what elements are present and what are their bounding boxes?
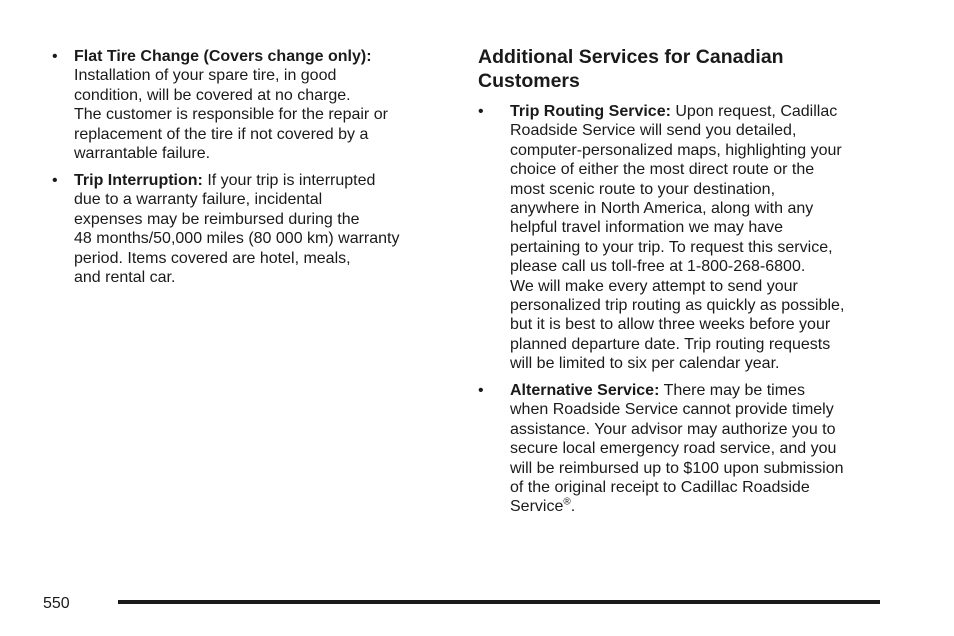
list-item-body: [510, 102, 844, 374]
item-text-line: pertaining to your trip. To request this service,: [510, 238, 833, 256]
item-first-line: [510, 102, 844, 121]
list-item-alternative-service: [478, 381, 844, 517]
item-text: Service: [510, 498, 564, 516]
item-text-line: of the original receipt to Cadillac Roadside: [510, 479, 810, 497]
registered-mark: ®: [563, 497, 571, 509]
item-text-line: will be reimbursed up to $100 upon submission: [510, 459, 844, 477]
item-text-line: when Roadside Service cannot provide timely: [510, 401, 834, 419]
item-text-line: secure local emergency road service, and you: [510, 440, 837, 458]
item-text-line: will be limited to six per calendar year.: [510, 355, 780, 373]
list-item-trip-interruption: [52, 171, 399, 287]
item-text-line: most scenic route to your destination,: [510, 180, 776, 198]
item-text-line: warrantable failure.: [74, 145, 211, 163]
item-text-line: period. Items covered are hotel, meals,: [74, 249, 351, 267]
list-item-body: [74, 47, 388, 163]
item-term: Flat Tire Change (Covers change only):: [74, 48, 372, 65]
bullet-icon: •: [52, 172, 58, 189]
item-text-line: replacement of the tire if not covered by a: [74, 125, 369, 143]
item-text-line: computer-personalized maps, highlighting your: [510, 141, 842, 159]
item-text-line: choice of either the most direct route or the: [510, 161, 815, 179]
page-number: 550: [43, 595, 70, 612]
item-text: There may be times: [659, 382, 805, 399]
list-item-flat-tire-change: [52, 47, 388, 163]
item-text-line: Roadside Service will send you detailed,: [510, 122, 797, 140]
item-text-line: assistance. Your advisor may authorize you to: [510, 420, 836, 438]
item-text-line: Installation of your spare tire, in good: [74, 67, 337, 85]
item-text-line: condition, will be covered at no charge.: [74, 86, 351, 104]
item-text-line: but it is best to allow three weeks before your: [510, 316, 831, 334]
item-first-line: [74, 171, 399, 190]
footer-rule: [118, 600, 880, 604]
item-term: Trip Interruption:: [74, 172, 203, 189]
item-text-line: expenses may be reimbursed during the: [74, 210, 360, 228]
item-text-line: and rental car.: [74, 269, 176, 287]
item-text-line: please call us toll-free at 1-800-268-6800.: [510, 258, 806, 276]
bullet-icon: •: [478, 382, 484, 399]
item-text-line: helpful travel information we may have: [510, 219, 784, 237]
bullet-icon: •: [478, 103, 484, 120]
item-text-line: The customer is responsible for the repair or: [74, 106, 388, 124]
list-item-body: [74, 171, 399, 287]
list-item-trip-routing-service: [478, 102, 844, 374]
item-text-line: We will make every attempt to send your: [510, 277, 798, 295]
item-last-line: [510, 497, 844, 516]
item-text-line: anywhere in North America, along with any: [510, 200, 814, 218]
item-text-line: personalized trip routing as quickly as possible,: [510, 297, 845, 315]
item-term: Trip Routing Service:: [510, 103, 671, 120]
item-text-line: planned departure date. Trip routing requests: [510, 335, 831, 353]
item-text: If your trip is interrupted: [202, 172, 376, 189]
item-first-line: [510, 381, 844, 400]
item-text-line: 48 months/50,000 miles (80 000 km) warranty: [74, 230, 400, 248]
bullet-icon: •: [52, 48, 58, 65]
list-item-body: [510, 381, 844, 517]
item-term: Alternative Service:: [510, 382, 660, 399]
item-text: Upon request, Cadillac: [670, 103, 838, 120]
section-heading: [478, 45, 784, 93]
item-text-line: due to a warranty failure, incidental: [74, 191, 323, 209]
heading-line: Customers: [478, 70, 580, 92]
heading-line: Additional Services for Canadian: [478, 46, 784, 68]
item-text: .: [570, 498, 576, 516]
